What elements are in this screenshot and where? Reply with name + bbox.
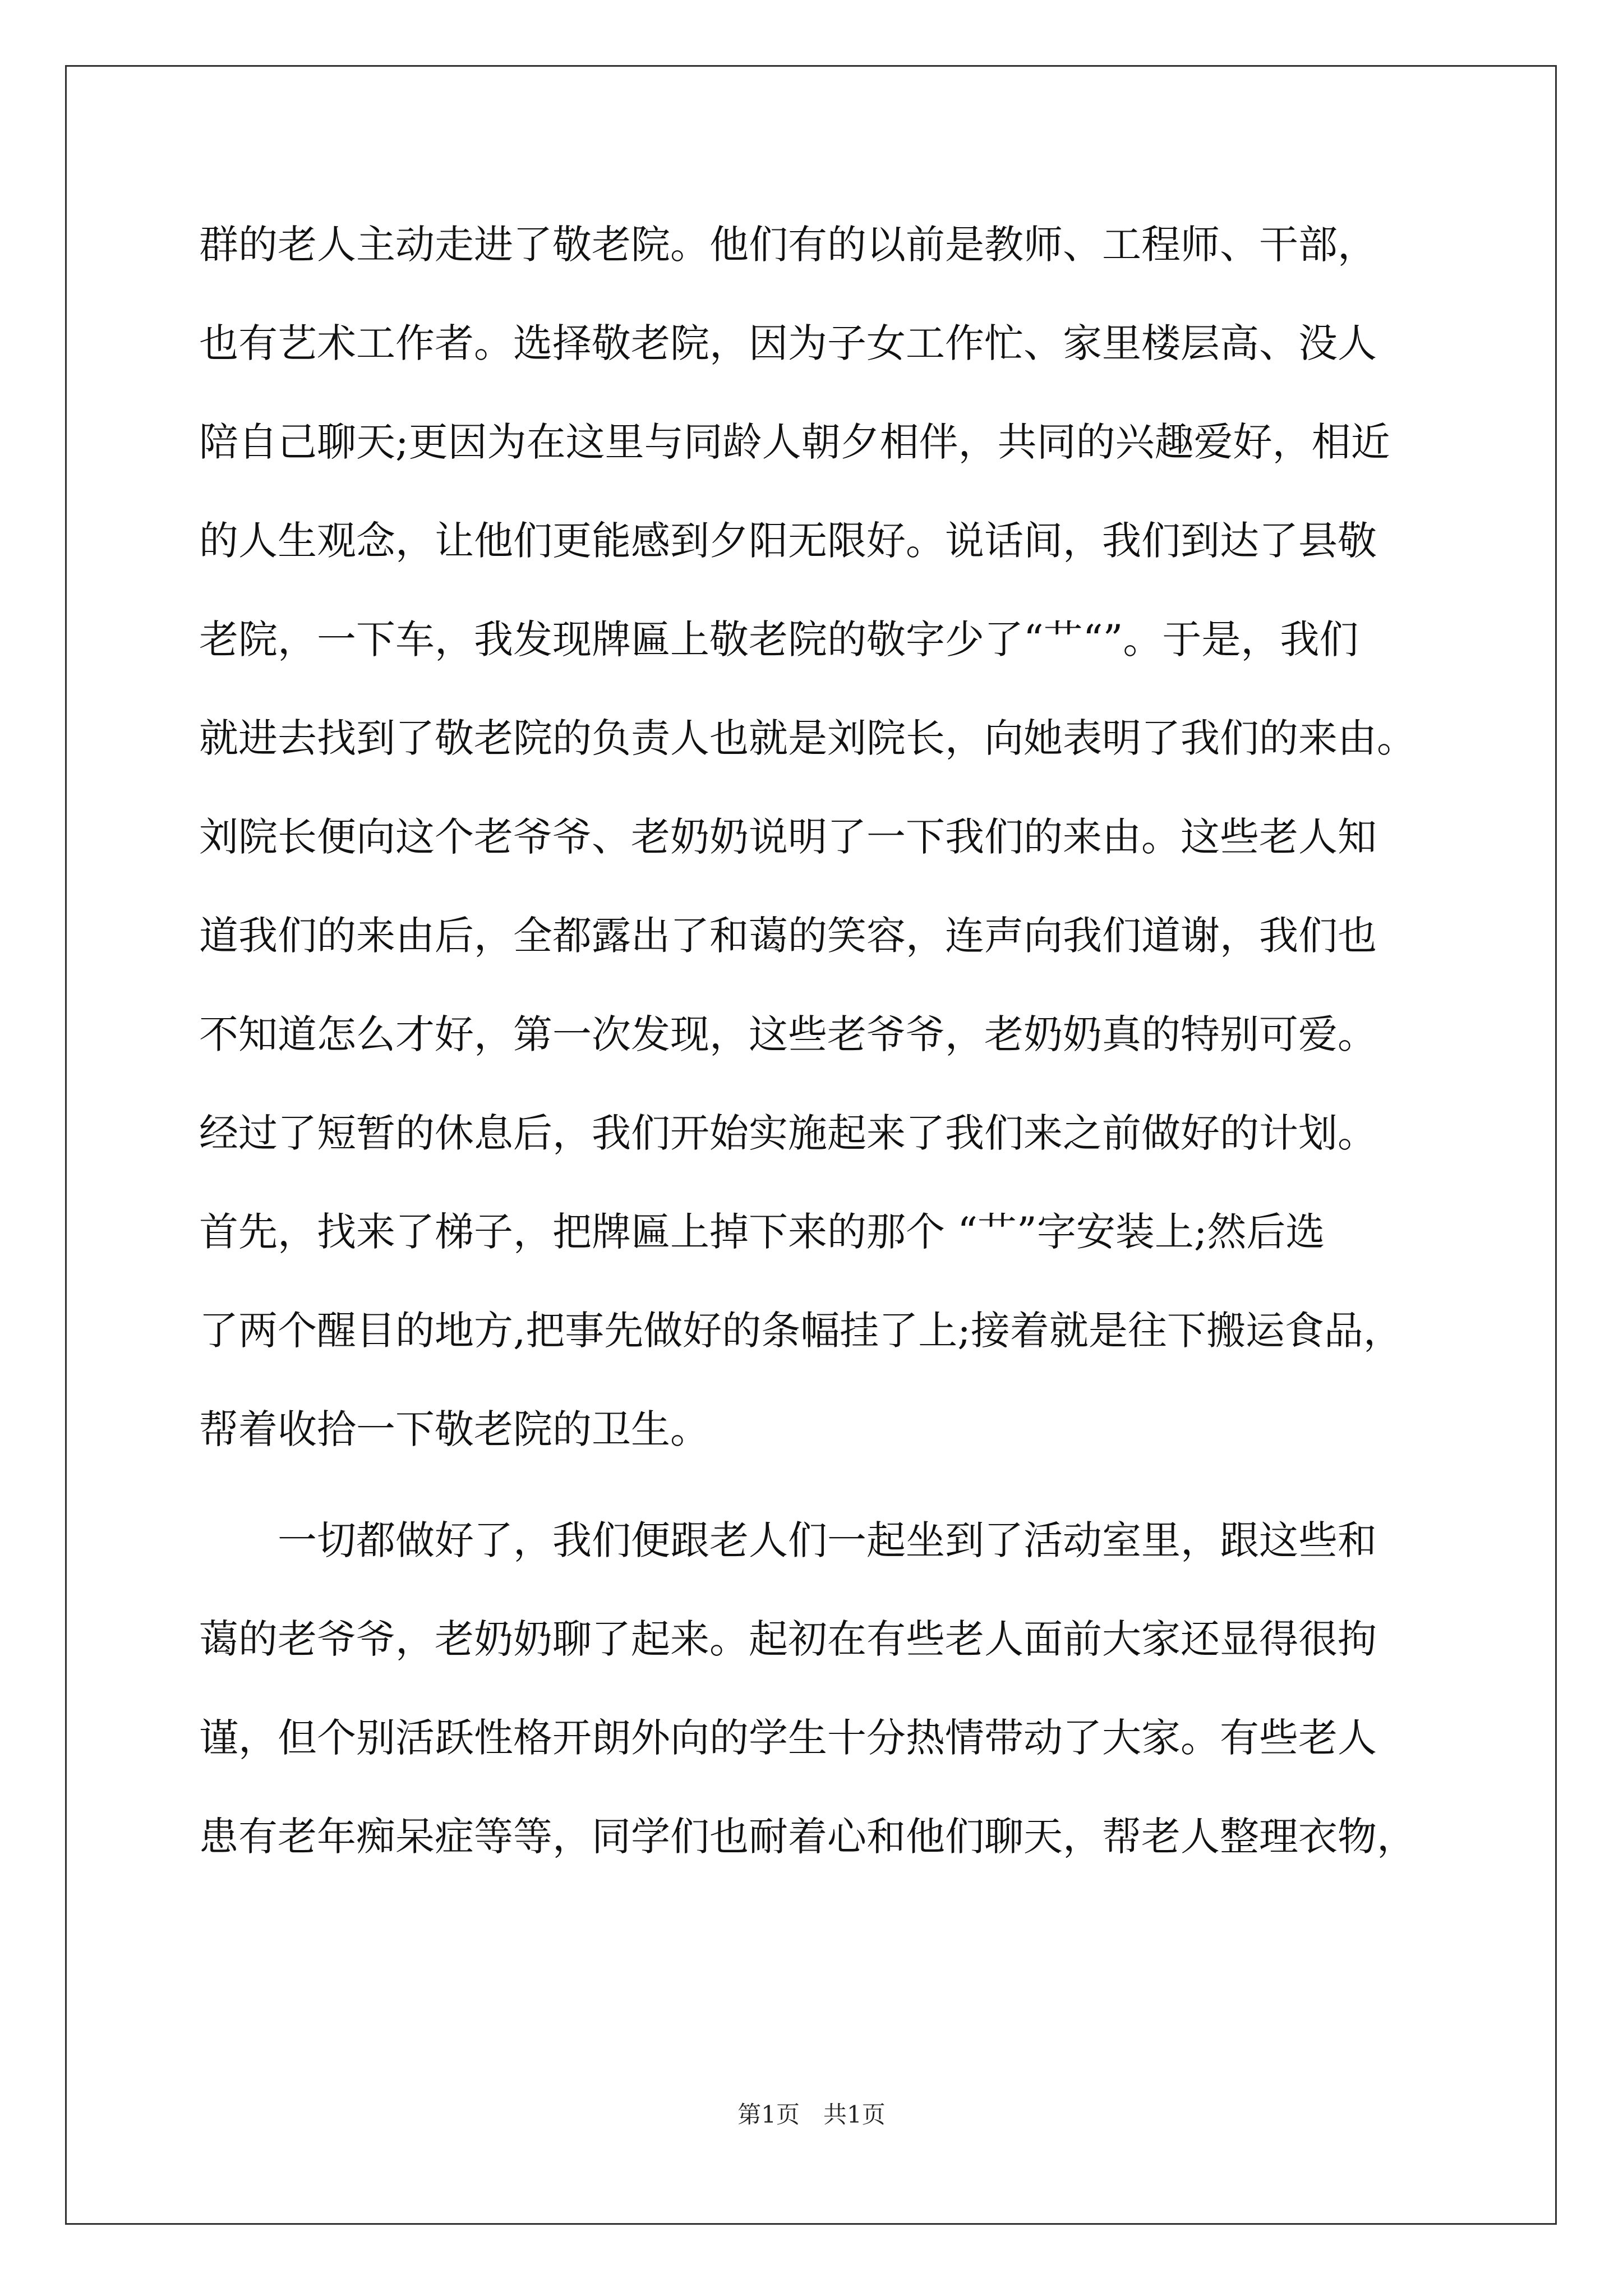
text-line: 道我们的来由后，全都露出了和蔼的笑容，连声向我们道谢，我们也 bbox=[199, 913, 1377, 959]
text-line: 群的老人主动走进了敬老院。他们有的以前是教师、工程师、干部， bbox=[199, 222, 1377, 268]
text-line: 刘院长便向这个老爷爷、老奶奶说明了一下我们的来由。这些老人知 bbox=[199, 814, 1377, 860]
text-line: 就进去找到了敬老院的负责人也就是刘院长，向她表明了我们的来由。 bbox=[199, 715, 1416, 761]
text-line: 帮着收拾一下敬老院的卫生。 bbox=[199, 1406, 709, 1452]
text-line: 谨，但个别活跃性格开朗外向的学生十分热情带动了大家。有些老人 bbox=[199, 1715, 1377, 1761]
text-line: 经过了短暂的休息后，我们开始实施起来了我们来之前做好的计划。 bbox=[199, 1110, 1377, 1156]
text-line: 也有艺术工作者。选择敬老院，因为子女工作忙、家里楼层高、没人 bbox=[199, 320, 1377, 366]
text-line: 老院，一下车，我发现牌匾上敬老院的敬字少了“艹“”。于是，我们 bbox=[199, 616, 1359, 662]
text-line: 陪自己聊天;更因为在这里与同龄人朝夕相伴，共同的兴趣爱好，相近 bbox=[199, 419, 1390, 465]
text-line: 不知道怎么才好，第一次发现，这些老爷爷，老奶奶真的特别可爱。 bbox=[199, 1011, 1377, 1057]
text-line: 了两个醒目的地方,把事先做好的条幅挂了上;接着就是往下搬运食品， bbox=[199, 1308, 1403, 1354]
text-line: 患有老年痴呆症等等，同学们也耐着心和他们聊天，帮老人整理衣物， bbox=[199, 1814, 1416, 1860]
page-number-footer: 第1页 共1页 bbox=[737, 2101, 886, 2128]
text-line: 首先，找来了梯子，把牌匾上掉下来的那个 “艹”字安装上;然后选 bbox=[199, 1209, 1325, 1255]
text-line: 的人生观念，让他们更能感到夕阳无限好。说话间，我们到达了县敬 bbox=[199, 518, 1377, 564]
paragraph-start-line: 一切都做好了，我们便跟老人们一起坐到了活动室里，跟这些和 bbox=[199, 1517, 1377, 1563]
text-line: 蔼的老爷爷，老奶奶聊了起来。起初在有些老人面前大家还显得很拘 bbox=[199, 1616, 1377, 1662]
document-body bbox=[199, 195, 1461, 1886]
